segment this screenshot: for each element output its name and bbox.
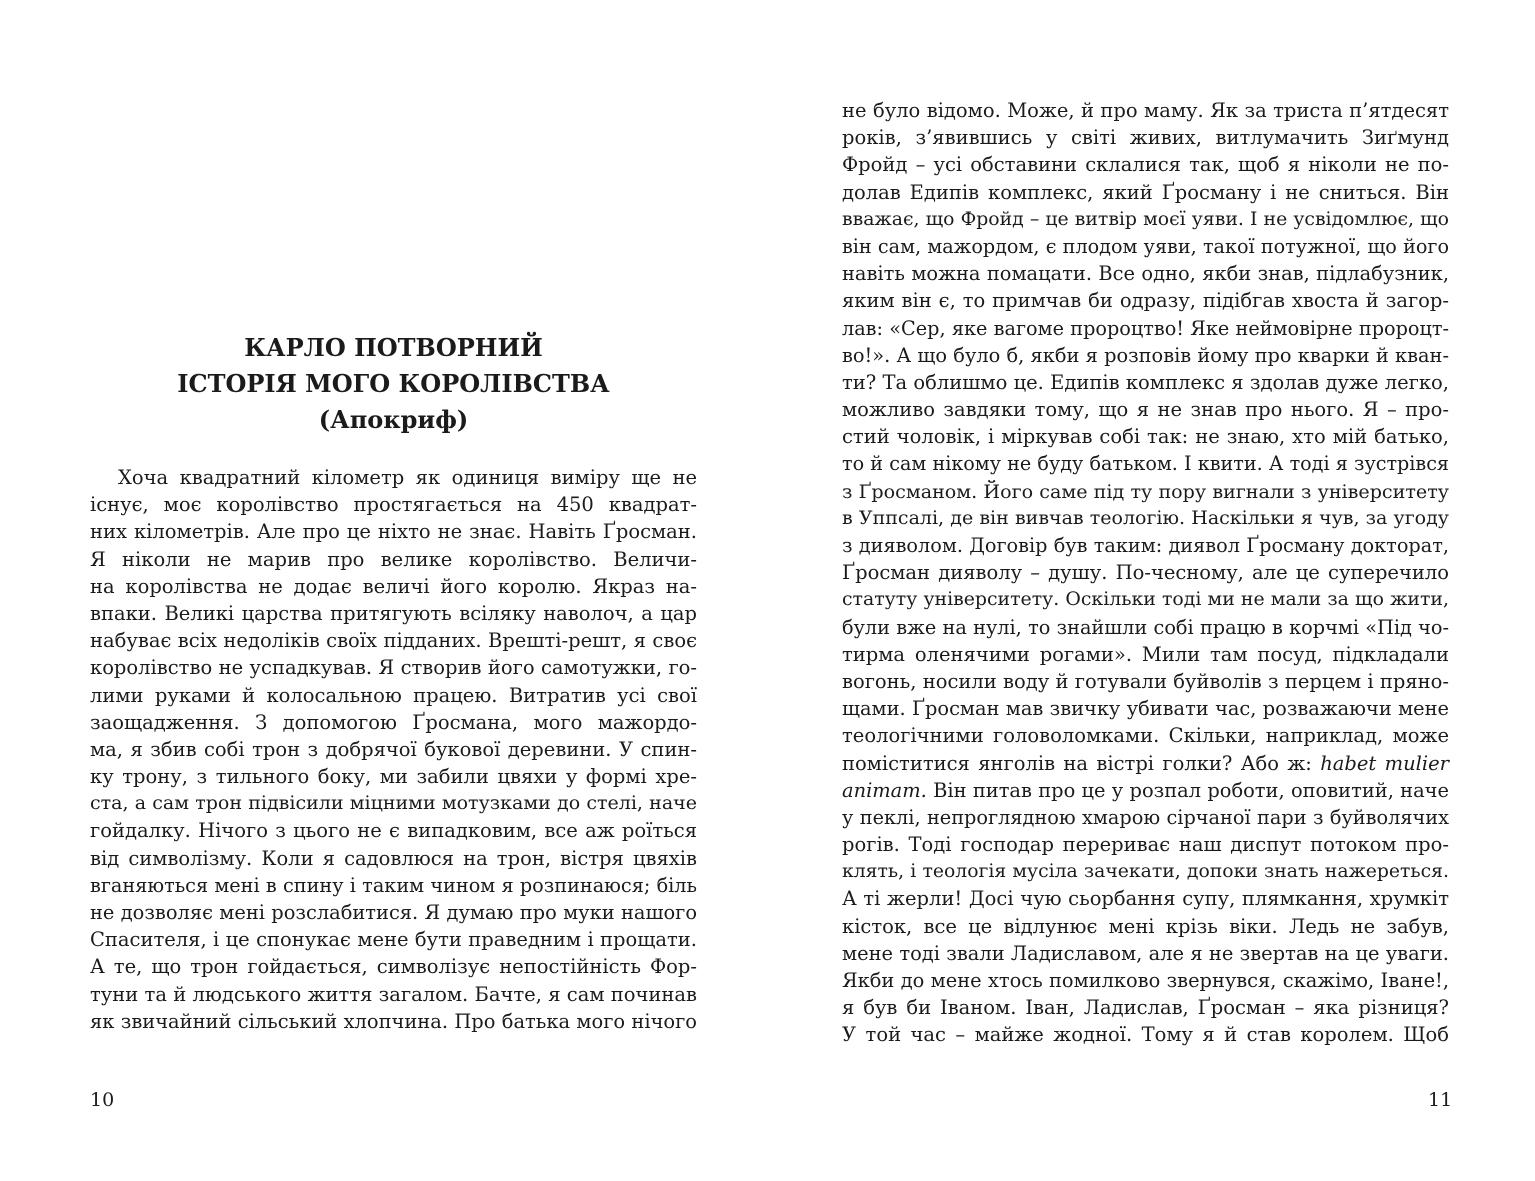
text-line: А ті жерли! Досі чую сьорбання супу, плямкання, хрумкіт: [842, 887, 1449, 911]
text-line: не дозволяє мені розслабитися. Я думаю про муки нашого: [90, 901, 697, 924]
text-line: як звичайний сільський хлопчина. Про батька мого нічого: [90, 1009, 697, 1033]
text-fragment: поміститися янголів на вістрі голки? Або ж:: [842, 751, 1312, 775]
text-line: років, з’явившись у світі живих, витлумачить Зиґмунд: [842, 126, 1449, 150]
text-line: то й сам нікому не буду батьком. І квити. А тоді я зустрівся: [842, 452, 1449, 476]
text-line: мене тоді звали Ладиславом, але я не звертав на це уваги.: [842, 941, 1449, 965]
text-line-mixed: [842, 750, 1449, 777]
text-line: Спасителя, і це спонукає мене бути праведним і прощати.: [90, 928, 697, 952]
page-number: 11: [1428, 1089, 1453, 1111]
text-line: вважає, що Фройд – це витвір моєї уяви. І не усвідомлює, що: [842, 208, 1449, 230]
text-line: можливо завдяки тому, що я не знав про нього. Я – про-: [842, 398, 1449, 422]
text-line: рогів. Тоді господар перериває наш диспут потоком про-: [842, 833, 1449, 857]
text-line: у пеклі, непроглядною хмарою сірчаної пари з буйволячих: [842, 805, 1449, 829]
text-line: яким він є, то примчав би одразу, підібгав хвоста й загор-: [842, 289, 1449, 313]
text-line: тирма оленячими рогами». Мили там посуд, підкладали: [842, 642, 1449, 666]
chapter-title-line-1: КАРЛО ПОТВОРНИЙ: [244, 333, 543, 362]
text-line: ку трону, з тильного боку, ми забили цвяхи у формі хре-: [90, 765, 697, 789]
text-line: навіть можна помацати. Все одно, якби знав, підлабузник,: [842, 262, 1449, 286]
chapter-subtitle: (Апокриф): [318, 405, 469, 434]
page-number: 10: [90, 1089, 115, 1111]
text-fragment: Він питав про це у розпал роботи, оповитий, наче: [933, 778, 1449, 802]
text-line: в Уппсалі, де він вивчав теологію. Наскільки я чув, за угоду: [842, 506, 1449, 529]
text-line: Ґросман дияволу – душу. По-чесному, але це суперечило: [842, 561, 1449, 585]
latin-phrase: habet mulier: [1320, 751, 1449, 775]
text-line: статуту університету. Оскільки тоді ми не мали за що жити,: [842, 588, 1449, 611]
text-line: вогонь, носили воду й готували буйволів з перцем і пряно-: [842, 669, 1449, 693]
text-line: він сам, мажордом, є плодом уяви, такої потужної, що його: [842, 234, 1449, 258]
text-line: королівство не успадкував. Я створив його самотужки, го-: [90, 656, 697, 680]
text-line: ти? Та облишмо це. Едипів комплекс я здолав дуже легко,: [842, 370, 1449, 394]
text-line-mixed: [842, 777, 1449, 804]
text-line: Фройд – усі обставини склалися так, щоб я ніколи не по-: [842, 153, 1449, 177]
text-line: заощадження. З допомогою Ґросмана, мого мажордо-: [90, 710, 697, 734]
text-line: Якби до мене хтось помилково звернувся, скажімо, Іване!,: [842, 969, 1449, 992]
text-line: долав Едипів комплекс, який Ґросману і не сниться. Він: [842, 180, 1449, 204]
text-line: впаки. Великі царства притягують всіляку наволоч, а цар: [90, 601, 697, 625]
left-page: [0, 0, 767, 1181]
text-line: набуває всіх недоліків своїх підданих. Врешті-решт, я своє: [90, 629, 697, 653]
text-line: них кілометрів. Але про це ніхто не знає. Навіть Ґросман.: [90, 520, 697, 544]
text-line: стий чоловік, і міркував собі так: не знаю, хто мій батько,: [842, 425, 1449, 449]
text-line: були вже на нулі, то знайшли собі працю в корчмі «Під чо-: [842, 615, 1449, 639]
text-line: Хоча квадратний кілометр як одиниця виміру ще не: [118, 466, 697, 489]
text-line: Я ніколи не марив про велике королівство. Величи-: [90, 547, 697, 571]
text-line: з Ґросманом. Його саме під ту пору вигнали з університету: [842, 479, 1449, 503]
text-line: во!». А що було б, якби я розповів йому про кварки й кван-: [842, 343, 1449, 367]
right-page: [767, 0, 1535, 1181]
text-line: існує, моє королівство простягається на 450 квадрат-: [90, 493, 697, 517]
text-line: ма, я збив собі трон з добрячої букової деревини. У спин-: [90, 737, 697, 761]
right-page-body: [842, 97, 1449, 1049]
text-line: з дияволом. Договір був таким: диявол Ґросману докторат,: [842, 534, 1449, 557]
text-line: на королівства не додає величі його королю. Якраз на-: [90, 574, 697, 598]
text-line: ста, а сам трон підвісили міцними мотузками до стелі, наче: [90, 792, 697, 815]
text-line: кісток, все це відлунює мені крізь віки. Ледь не забув,: [842, 914, 1449, 938]
text-line: клять, і теологія мусіла зачекати, допоки знать нажереться.: [842, 861, 1449, 883]
text-line: від символізму. Коли я садовлюся на трон, вістря цвяхів: [90, 846, 697, 870]
text-line: лими руками й колосальною працею. Витратив усі свої: [90, 683, 697, 707]
text-line: гойдалку. Нічого з цього не є випадковим, все аж роїться: [90, 819, 697, 843]
text-line: туни та й людського життя загалом. Бачте, я сам починав: [90, 982, 697, 1006]
text-line: А те, що трон гойдається, символізує непостійність Фор-: [90, 955, 697, 979]
text-line: щами. Ґросман мав звичку убивати час, розважаючи мене: [842, 697, 1449, 721]
text-line: не було відомо. Може, й про маму. Як за триста п’ятдесят: [842, 99, 1449, 122]
chapter-title: [90, 330, 697, 438]
text-line: теологічними головоломками. Скільки, наприклад, може: [842, 724, 1449, 748]
chapter-title-line-2: ІСТОРІЯ МОГО КОРОЛІВСТВА: [177, 369, 610, 398]
text-line: я був би Іваном. Іван, Ладислав, Ґросман – яка різниця?: [842, 996, 1449, 1020]
text-line: У той час – майже жодної. Тому я й став королем. Щоб: [842, 1023, 1449, 1047]
text-line: лав: «Сер, яке вагоме пророцтво! Яке неймовірне пророцт-: [842, 316, 1449, 340]
latin-phrase: animam.: [842, 778, 927, 802]
left-page-body: [90, 464, 697, 1035]
text-line: вганяються мені в спину і таким чином я розпинаюся; біль: [90, 873, 697, 897]
